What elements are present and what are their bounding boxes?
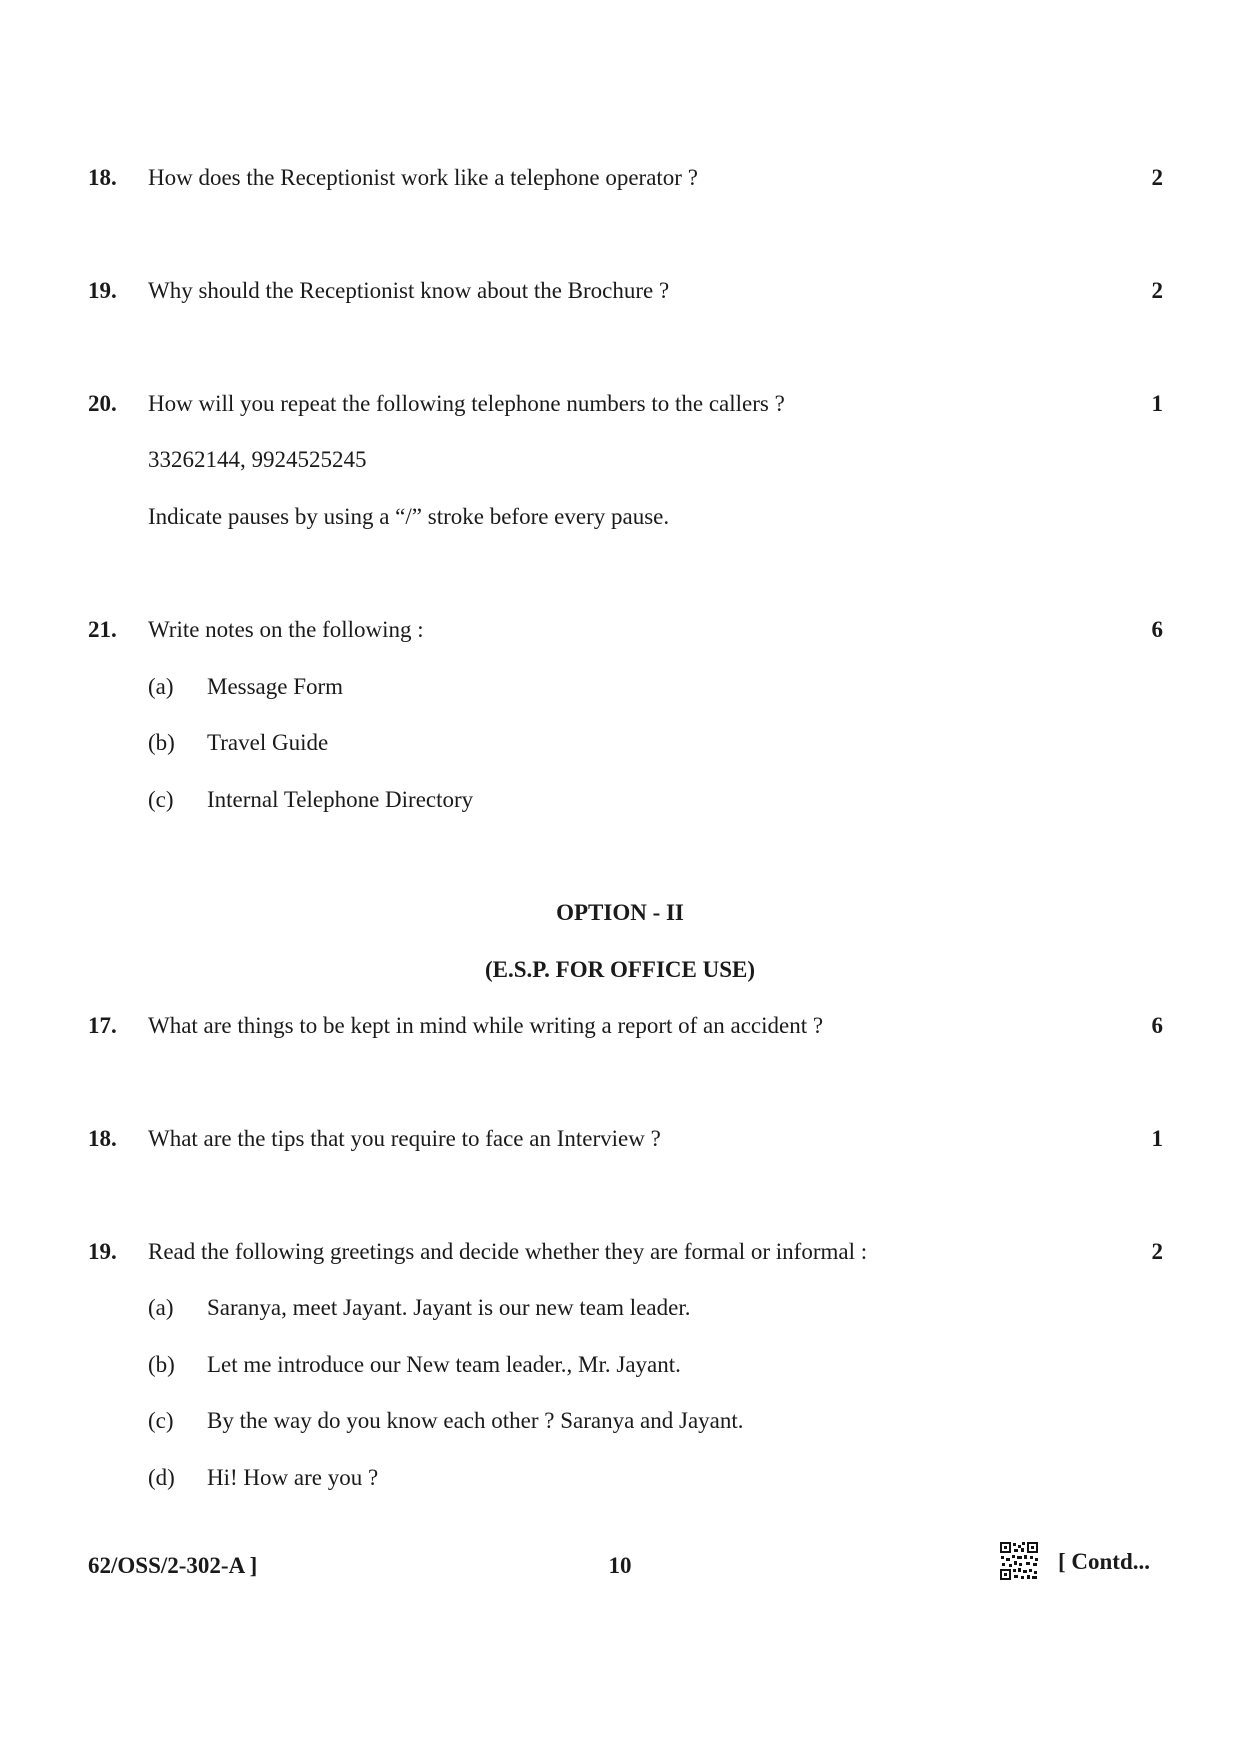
question-18 <box>88 160 1163 196</box>
question-marks: 2 <box>1151 1239 1163 1264</box>
question-marks: 6 <box>1151 1013 1163 1038</box>
qr-code-icon <box>999 1541 1039 1581</box>
question-number: 19. <box>88 1239 117 1264</box>
question-text: How does the Receptionist work like a telephone operator ? <box>148 165 698 190</box>
sub-item-label: (d) <box>148 1465 175 1490</box>
continued-label: [ Contd... <box>1058 1549 1151 1574</box>
question-20 <box>88 386 1163 422</box>
sub-item-text: Hi! How are you ? <box>207 1465 379 1490</box>
question-marks: 2 <box>1151 165 1163 190</box>
question-19 <box>88 1234 1163 1270</box>
question-text: Write notes on the following : <box>148 617 424 642</box>
question-number: 17. <box>88 1013 117 1038</box>
sub-item-text: Message Form <box>207 674 344 699</box>
question-text: What are things to be kept in mind while writing a report of an accident ? <box>148 1013 824 1038</box>
question-marks: 2 <box>1151 278 1163 303</box>
question-text: How will you repeat the following telephone numbers to the callers ? <box>148 391 785 416</box>
question-text: What are the tips that you require to face an Interview ? <box>148 1126 661 1151</box>
sub-item-label: (b) <box>148 1352 175 1377</box>
question-text: Why should the Receptionist know about the Brochure ? <box>148 278 670 303</box>
telephone-numbers: 33262144, 9924525245 <box>148 447 367 472</box>
question-21 <box>88 612 1163 648</box>
question-marks: 6 <box>1151 617 1163 642</box>
question-instruction: Indicate pauses by using a “/” stroke before every pause. <box>148 504 670 529</box>
question-number: 21. <box>88 617 117 642</box>
question-17 <box>88 1008 1163 1044</box>
question-marks: 1 <box>1151 1126 1163 1151</box>
question-number: 19. <box>88 278 117 303</box>
question-number: 18. <box>88 1126 117 1151</box>
question-number: 18. <box>88 165 117 190</box>
sub-item-text: By the way do you know each other ? Saranya and Jayant. <box>207 1408 744 1433</box>
paper-code: 62/OSS/2-302-A ] <box>88 1553 258 1578</box>
page-number: 10 <box>608 1553 632 1578</box>
question-19 <box>88 273 1163 309</box>
sub-item-label: (a) <box>148 1295 174 1320</box>
question-18 <box>88 1121 1163 1157</box>
question-marks: 1 <box>1151 391 1163 416</box>
sub-item-label: (b) <box>148 730 175 755</box>
sub-item-text: Internal Telephone Directory <box>207 787 474 812</box>
sub-item-text: Travel Guide <box>207 730 329 755</box>
question-number: 20. <box>88 391 117 416</box>
section-subheading: (E.S.P. FOR OFFICE USE) <box>484 957 756 982</box>
section-heading: OPTION - II <box>556 900 684 925</box>
sub-item-label: (a) <box>148 674 174 699</box>
sub-item-label: (c) <box>148 787 174 812</box>
sub-item-text: Saranya, meet Jayant. Jayant is our new team leader. <box>207 1295 691 1320</box>
question-text: Read the following greetings and decide whether they are formal or informal : <box>148 1239 868 1264</box>
sub-item-label: (c) <box>148 1408 174 1433</box>
sub-item-text: Let me introduce our New team leader., Mr. Jayant. <box>207 1352 681 1377</box>
